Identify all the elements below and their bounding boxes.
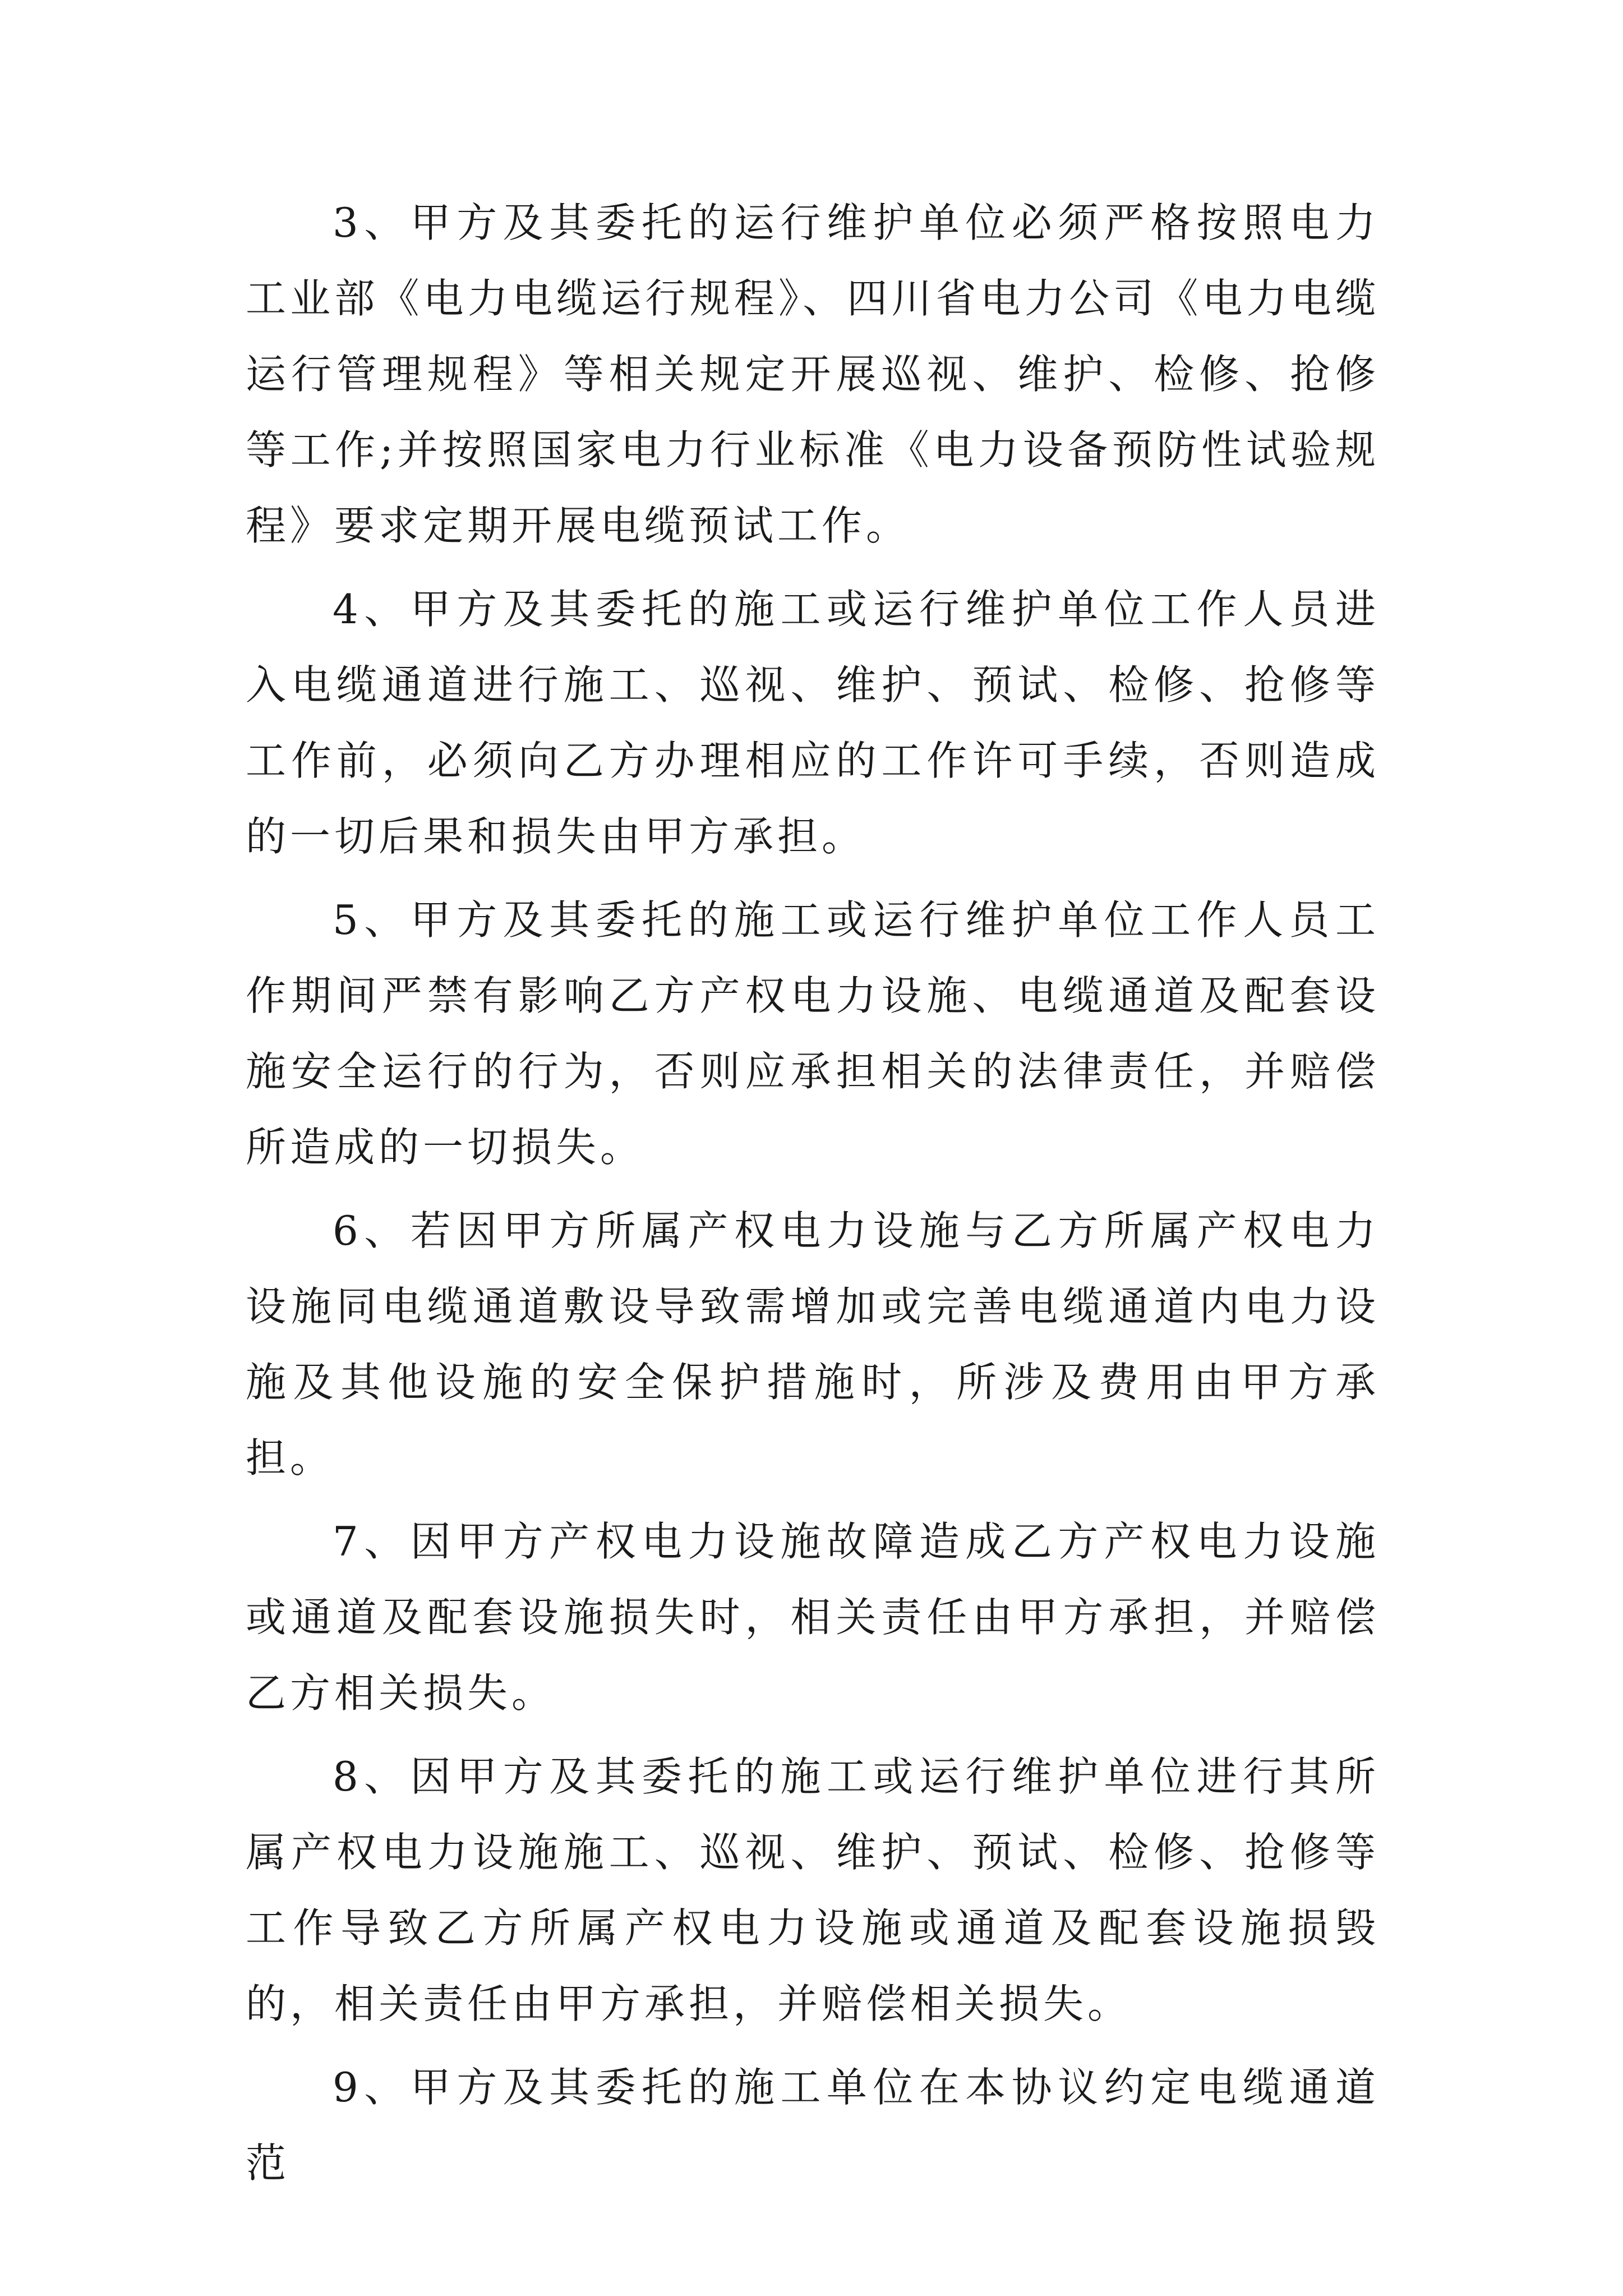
clause-9-paragraph: 9、甲方及其委托的施工单位在本协议约定电缆通道范 [246, 2064, 1380, 2187]
clause-3-paragraph: 3、甲方及其委托的运行维护单位必须严格按照电力工业部《电力电缆运行规程》、四川省电力公司《电力电缆运行管理规程》等相关规定开展巡视、维护、检修、抢修等工作;并按照国家电力行业标准《电力设备预防性试验规程》要求定期开展电缆预试工作。 [246, 199, 1380, 549]
clause-6-paragraph: 6、若因甲方所属产权电力设施与乙方所属产权电力设施同电缆通道敷设导致需增加或完善电缆通道内电力设施及其他设施的安全保护措施时，所涉及费用由甲方承担。 [246, 1207, 1380, 1481]
document-body [246, 185, 1380, 2209]
clause-4-paragraph: 4、甲方及其委托的施工或运行维护单位工作人员进入电缆通道进行施工、巡视、维护、预试、检修、抢修等工作前，必须向乙方办理相应的工作许可手续，否则造成的一切后果和损失由甲方承担。 [246, 586, 1380, 860]
clause-5-paragraph: 5、甲方及其委托的施工或运行维护单位工作人员工作期间严禁有影响乙方产权电力设施、电缆通道及配套设施安全运行的行为，否则应承担相关的法律责任，并赔偿所造成的一切损失。 [246, 896, 1380, 1171]
clause-8-paragraph: 8、因甲方及其委托的施工或运行维护单位进行其所属产权电力设施施工、巡视、维护、预试、检修、抢修等工作导致乙方所属产权电力设施或通道及配套设施损毁的，相关责任由甲方承担，并赔偿相关损失。 [246, 1753, 1380, 2027]
clause-7-paragraph: 7、因甲方产权电力设施故障造成乙方产权电力设施或通道及配套设施损失时，相关责任由甲方承担，并赔偿乙方相关损失。 [246, 1518, 1380, 1717]
